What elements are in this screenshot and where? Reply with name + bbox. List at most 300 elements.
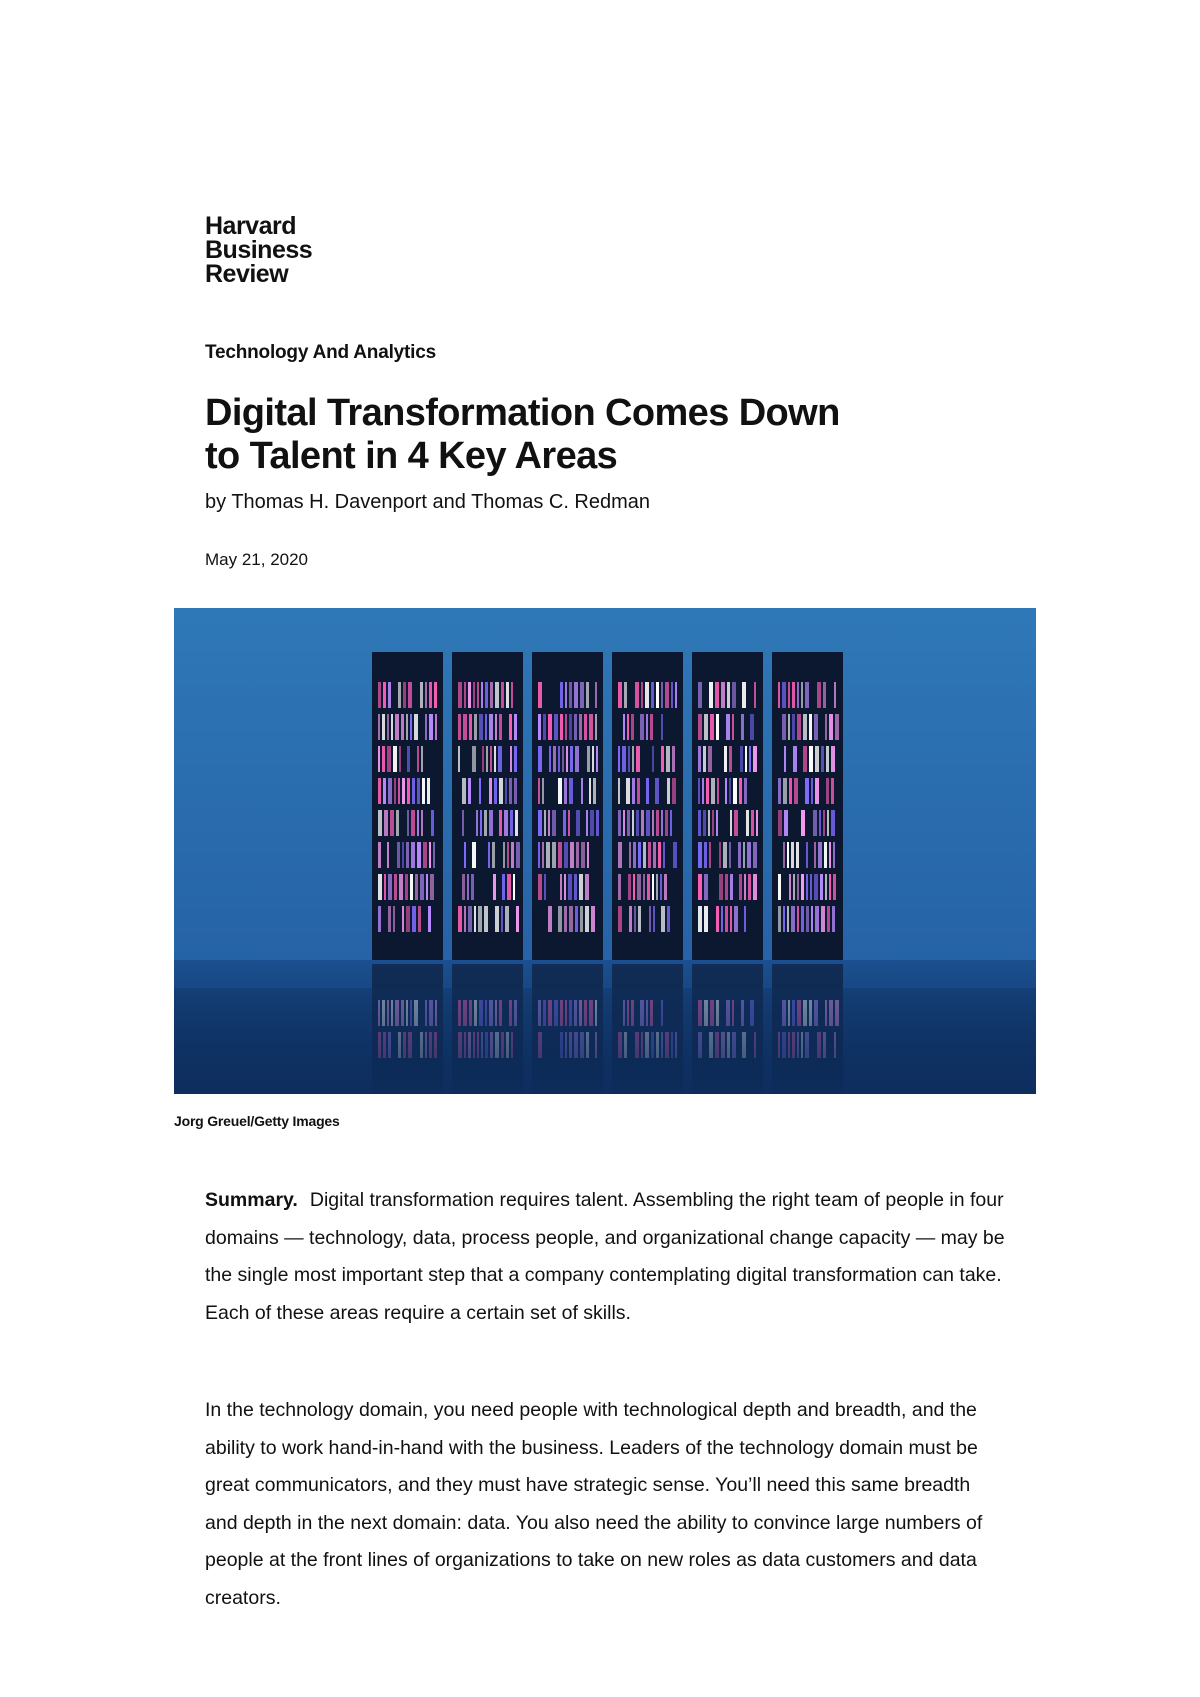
server-light — [744, 874, 746, 900]
server-light — [698, 842, 702, 868]
server-light — [784, 746, 786, 772]
server-light — [809, 746, 813, 772]
server-light — [480, 810, 482, 836]
server-light — [629, 842, 631, 868]
server-light — [504, 810, 508, 836]
server-light — [778, 810, 782, 836]
server-light — [814, 874, 818, 900]
server-light — [474, 906, 476, 932]
server-light — [742, 682, 746, 708]
server-light — [788, 682, 790, 708]
server-light — [708, 746, 712, 772]
server-light — [428, 906, 431, 932]
server-light — [421, 746, 423, 772]
server-light — [756, 810, 758, 836]
server-light — [515, 810, 518, 836]
server-light — [478, 906, 482, 932]
server-light — [711, 778, 715, 804]
server-light — [589, 714, 593, 740]
server-light — [538, 682, 542, 708]
server-light — [646, 810, 650, 836]
server-light — [462, 874, 465, 900]
server-light — [811, 906, 813, 932]
server-light — [831, 746, 835, 772]
server-light — [469, 714, 472, 740]
server-light — [396, 810, 399, 836]
server-light — [513, 874, 515, 900]
server-light — [745, 746, 747, 772]
server-light — [412, 906, 416, 932]
server-light — [538, 842, 540, 868]
server-light — [384, 810, 388, 836]
server-light — [507, 842, 509, 868]
server-light — [825, 714, 827, 740]
server-light — [623, 714, 625, 740]
server-light — [433, 842, 435, 868]
server-light — [717, 778, 719, 804]
server-light — [378, 874, 382, 900]
server-light — [824, 842, 827, 868]
server-light — [417, 842, 421, 868]
server-light — [732, 682, 736, 708]
server-light — [806, 874, 808, 900]
server-light — [595, 714, 597, 740]
server-light — [481, 682, 483, 708]
server-light — [514, 714, 517, 740]
server-light — [570, 842, 574, 868]
server-light — [569, 778, 573, 804]
server-light — [826, 778, 829, 804]
server-light — [489, 810, 493, 836]
server-light — [422, 778, 425, 804]
server-light — [778, 906, 781, 932]
server-light — [704, 906, 708, 932]
server-light — [484, 906, 488, 932]
server-light — [702, 778, 704, 804]
server-light — [580, 906, 583, 932]
server-light — [661, 714, 663, 740]
server-light — [791, 842, 794, 868]
server-light — [464, 906, 466, 932]
server-light — [789, 778, 792, 804]
server-light — [426, 874, 428, 900]
server-light — [501, 906, 503, 932]
server-light — [638, 842, 641, 868]
server-light — [661, 906, 665, 932]
server-light — [820, 874, 823, 900]
server-light — [564, 778, 567, 804]
server-light — [499, 778, 503, 804]
server-light — [618, 874, 621, 900]
server-light — [734, 906, 738, 932]
server-light — [580, 682, 584, 708]
server-light — [510, 810, 513, 836]
server-light — [585, 906, 589, 932]
server-light — [581, 778, 583, 804]
server-light — [797, 682, 799, 708]
server-light — [405, 874, 408, 900]
server-light — [743, 842, 745, 868]
server-light — [394, 874, 397, 900]
server-light — [744, 778, 747, 804]
server-light — [618, 906, 622, 932]
server-light — [797, 874, 799, 900]
server-light — [553, 746, 556, 772]
server-light — [471, 874, 474, 900]
server-light — [823, 810, 825, 836]
server-light — [489, 778, 492, 804]
server-light — [391, 714, 393, 740]
server-light — [476, 810, 478, 836]
server-light — [810, 874, 812, 900]
server-light — [417, 810, 419, 836]
server-light — [801, 906, 804, 932]
server-light — [640, 714, 644, 740]
server-light — [397, 842, 400, 868]
server-light — [817, 682, 821, 708]
server-light — [415, 874, 418, 900]
server-light — [574, 714, 577, 740]
server-light — [492, 842, 495, 868]
server-light — [510, 746, 512, 772]
server-light — [484, 810, 487, 836]
server-light — [793, 874, 795, 900]
server-light — [725, 906, 728, 932]
server-light — [646, 714, 648, 740]
server-light — [479, 778, 481, 804]
server-light — [587, 746, 590, 772]
server-light — [727, 682, 730, 708]
server-light — [463, 714, 467, 740]
server-light — [813, 810, 817, 836]
server-light — [623, 810, 625, 836]
server-light — [425, 714, 427, 740]
server-light — [431, 810, 434, 836]
server-light — [495, 714, 497, 740]
server-light — [661, 810, 663, 836]
server-light — [576, 842, 579, 868]
server-light — [667, 906, 670, 932]
server-light — [698, 682, 702, 708]
server-light — [412, 778, 415, 804]
server-light — [383, 778, 386, 804]
server-light — [378, 842, 381, 868]
server-light — [725, 874, 728, 900]
logo-line-2: Business — [205, 236, 313, 264]
server-light — [663, 842, 665, 868]
server-light — [788, 714, 790, 740]
server-light — [703, 810, 706, 836]
server-light — [479, 714, 483, 740]
server-light — [729, 842, 731, 868]
server-light — [708, 810, 710, 836]
server-light — [738, 842, 741, 868]
server-light — [570, 746, 573, 772]
server-light — [792, 682, 795, 708]
server-light — [815, 906, 819, 932]
server-light — [801, 874, 804, 900]
server-light — [632, 746, 634, 772]
server-light — [652, 874, 654, 900]
article-date: May 21, 2020 — [205, 550, 309, 569]
server-light — [716, 714, 719, 740]
server-light — [429, 682, 432, 708]
server-light — [592, 746, 594, 772]
server-light — [574, 874, 577, 900]
server-light — [732, 714, 734, 740]
server-light — [827, 906, 830, 932]
image-sky — [174, 608, 1036, 960]
server-light — [724, 746, 727, 772]
server-light — [698, 906, 702, 932]
server-light — [636, 810, 639, 836]
server-light — [569, 906, 573, 932]
server-light — [632, 810, 634, 836]
server-light — [635, 682, 639, 708]
server-light — [814, 842, 816, 868]
server-light — [560, 714, 563, 740]
server-light — [656, 810, 659, 836]
server-light — [672, 746, 675, 772]
server-light — [797, 714, 801, 740]
server-light — [388, 682, 391, 708]
server-light — [750, 714, 754, 740]
server-light — [622, 746, 626, 772]
server-light — [715, 682, 719, 708]
server-light — [468, 778, 471, 804]
server-light — [420, 874, 424, 900]
server-light — [629, 906, 632, 932]
server-light — [378, 778, 381, 804]
server-light — [493, 874, 496, 900]
server-light — [721, 682, 725, 708]
server-light — [542, 778, 544, 804]
server-light — [495, 682, 499, 708]
server-light — [538, 778, 540, 804]
server-light — [698, 778, 700, 804]
server-light — [753, 874, 757, 900]
server-light — [652, 746, 654, 772]
server-light — [568, 874, 572, 900]
server-light — [566, 746, 568, 772]
server-light — [789, 874, 791, 900]
server-light — [832, 906, 835, 932]
server-light — [458, 682, 462, 708]
server-light — [805, 778, 809, 804]
server-light — [538, 874, 542, 900]
server-light — [806, 842, 808, 868]
server-light — [581, 842, 585, 868]
server-light — [410, 714, 412, 740]
server-light — [585, 874, 589, 900]
logo-line-3: Review — [205, 260, 289, 288]
server-light — [653, 842, 656, 868]
server-light — [378, 906, 381, 932]
server-light — [656, 874, 658, 900]
summary-paragraph — [205, 1182, 1005, 1332]
server-light — [384, 874, 386, 900]
server-light — [565, 682, 567, 708]
server-light — [552, 842, 556, 868]
server-light — [698, 810, 701, 836]
server-light — [672, 778, 676, 804]
server-light — [494, 746, 496, 772]
server-light — [434, 682, 437, 708]
server-light — [793, 746, 797, 772]
server-light — [618, 682, 622, 708]
server-light — [734, 810, 738, 836]
server-light — [467, 874, 469, 900]
server-light — [558, 778, 562, 804]
server-light — [458, 746, 460, 772]
server-light — [730, 874, 733, 900]
server-light — [546, 842, 550, 868]
article-byline: by Thomas H. Davenport and Thomas C. Redman — [205, 491, 651, 513]
server-light — [560, 874, 562, 900]
server-light — [782, 714, 786, 740]
server-light — [751, 810, 754, 836]
server-light — [753, 842, 757, 868]
server-light — [569, 714, 572, 740]
server-light — [387, 714, 389, 740]
server-light — [626, 778, 630, 804]
server-light — [821, 746, 824, 772]
server-light — [803, 746, 807, 772]
server-light — [538, 746, 542, 772]
server-light — [411, 810, 415, 836]
server-light — [818, 842, 822, 868]
server-light — [815, 746, 819, 772]
server-light — [787, 906, 789, 932]
server-light — [509, 714, 512, 740]
server-light — [595, 682, 597, 708]
server-light — [464, 682, 466, 708]
server-light — [632, 778, 635, 804]
server-light — [710, 714, 714, 740]
server-light — [565, 714, 567, 740]
server-light — [730, 906, 732, 932]
server-light — [834, 682, 836, 708]
server-light — [829, 874, 831, 900]
server-light — [390, 810, 394, 836]
server-light — [399, 874, 403, 900]
server-light — [791, 906, 795, 932]
server-light — [596, 810, 599, 836]
server-light — [544, 874, 546, 900]
server-light — [778, 778, 781, 804]
server-light — [407, 778, 410, 804]
server-light — [586, 810, 588, 836]
server-light — [482, 746, 484, 772]
server-light — [548, 714, 552, 740]
server-light — [407, 746, 410, 772]
server-light — [387, 842, 389, 868]
server-light — [584, 714, 587, 740]
server-light — [538, 714, 541, 740]
server-light — [658, 842, 661, 868]
server-light — [468, 682, 471, 708]
server-light — [544, 810, 546, 836]
server-light — [505, 778, 507, 804]
server-light — [548, 906, 552, 932]
server-light — [719, 874, 723, 900]
server-light — [725, 778, 727, 804]
server-light — [814, 714, 818, 740]
server-light — [729, 746, 732, 772]
server-light — [468, 906, 472, 932]
server-light — [462, 810, 464, 836]
server-light — [704, 874, 708, 900]
server-light — [749, 746, 751, 772]
server-light — [651, 682, 654, 708]
server-light — [667, 778, 670, 804]
server-light — [586, 682, 589, 708]
server-light — [499, 810, 502, 836]
server-light — [563, 810, 566, 836]
server-light — [423, 842, 427, 868]
server-light — [562, 746, 564, 772]
server-light — [806, 906, 809, 932]
server-light — [709, 682, 713, 708]
server-light — [811, 778, 813, 804]
server-light — [402, 778, 405, 804]
server-light — [429, 842, 431, 868]
server-light — [558, 746, 560, 772]
server-light — [638, 906, 641, 932]
server-light — [490, 682, 493, 708]
server-light — [803, 714, 807, 740]
server-light — [399, 746, 401, 772]
server-light — [797, 906, 799, 932]
server-light — [421, 810, 423, 836]
server-light — [558, 906, 562, 932]
server-light — [721, 906, 723, 932]
hbr-logo — [205, 214, 312, 286]
server-light — [826, 746, 829, 772]
server-light — [417, 778, 420, 804]
server-light — [670, 810, 672, 836]
server-light — [560, 682, 563, 708]
server-light — [652, 810, 654, 836]
server-light — [402, 842, 404, 868]
server-light — [406, 842, 409, 868]
server-light — [425, 682, 427, 708]
server-light — [489, 714, 493, 740]
server-light — [490, 746, 492, 772]
server-light — [393, 906, 395, 932]
reflection-fade — [174, 988, 1036, 1094]
server-light — [410, 874, 413, 900]
server-light — [704, 842, 707, 868]
server-light — [406, 906, 410, 932]
server-light — [511, 842, 514, 868]
server-light — [502, 874, 505, 900]
server-light — [704, 714, 708, 740]
server-light — [716, 906, 719, 932]
server-light — [472, 842, 476, 868]
server-light — [661, 682, 663, 708]
server-light — [593, 778, 596, 804]
server-light — [719, 842, 721, 868]
server-light — [552, 810, 556, 836]
server-light — [666, 746, 670, 772]
server-light — [637, 874, 641, 900]
server-light — [833, 842, 835, 868]
server-light — [833, 874, 836, 900]
server-light — [575, 746, 579, 772]
server-light — [660, 874, 662, 900]
server-light — [398, 778, 400, 804]
